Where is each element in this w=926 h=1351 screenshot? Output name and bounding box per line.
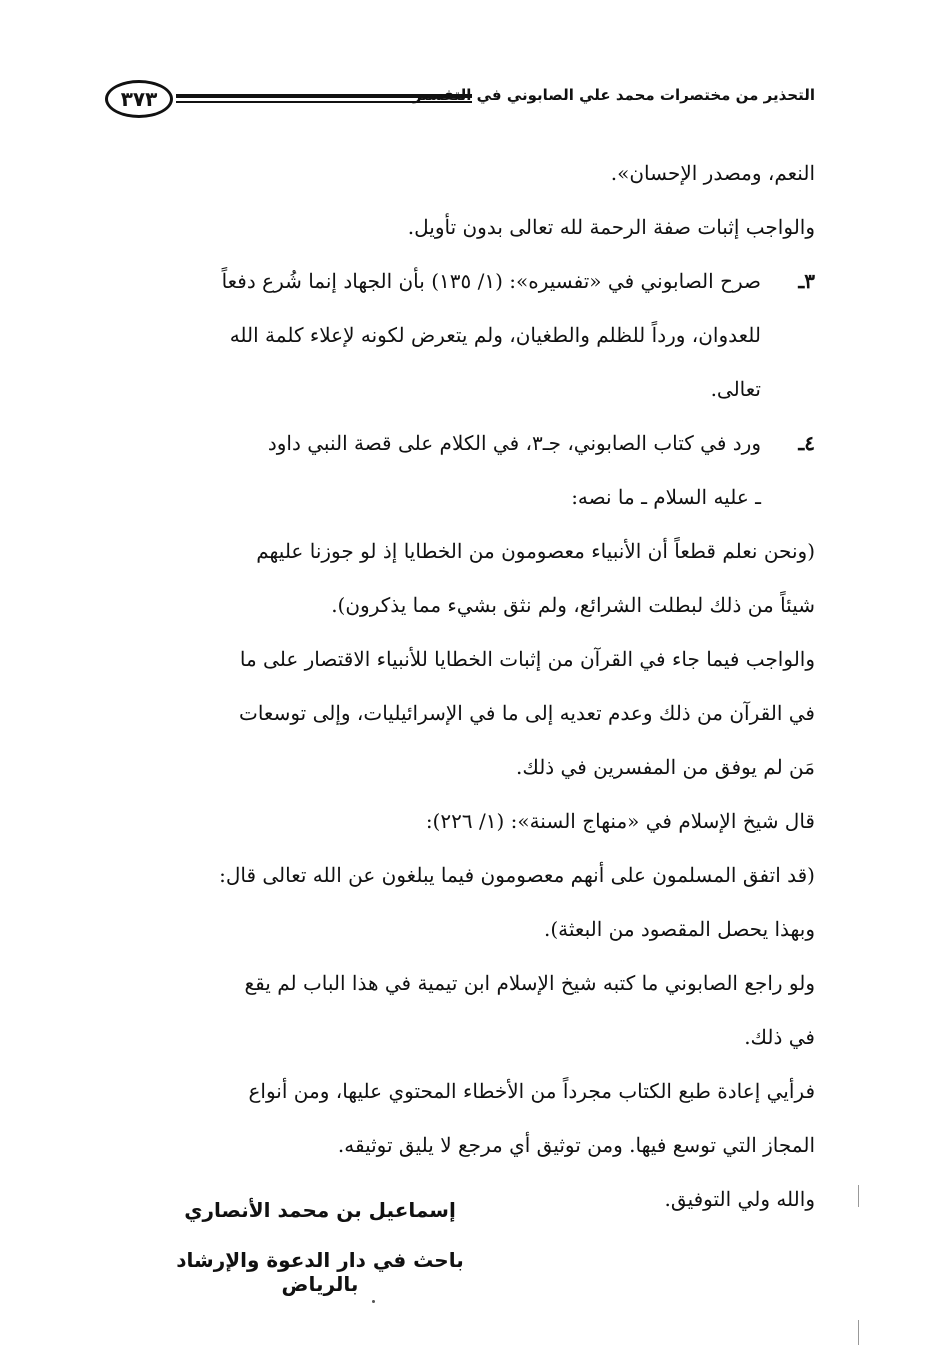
item-number: ٣ـ [798,269,815,293]
quote-line: (قد اتفق المسلمون على أنهم معصومون فيما يبلغون عن الله تعالى قال: [219,863,815,887]
quote-line: (ونحن نعلم قطعاً أن الأنبياء معصومون من الخطايا إذ لو جوزنا عليهم [256,539,815,563]
item-number: ٤ـ [798,431,815,455]
text-line: المجاز التي توسع فيها. ومن توثيق أي مرجع لا يليق توثيقه. [337,1133,815,1157]
running-title: التحذير من مختصرات محمد علي الصابوني في التفسير [412,86,815,104]
page-number: ٣٧٣ [105,80,173,118]
text-line: صرح الصابوني في «تفسيره»: (١/ ١٣٥) بأن الجهاد إنما شُرع دفعاً [221,269,761,293]
quote-line: شيئاً من ذلك لبطلت الشرائع، ولم نثق بشيء مما يذكرون). [331,593,815,617]
closing-line: والله ولي التوفيق. [664,1187,815,1211]
text-line: والواجب إثبات صفة الرحمة لله تعالى بدون تأويل. [407,215,815,239]
text-line: في ذلك. [744,1025,815,1049]
text-line: والواجب فيما جاء في القرآن من إثبات الخطايا للأنبياء الاقتصار على ما [239,647,815,671]
signature-name: إسماعيل بن محمد الأنصاري [184,1198,456,1222]
text-line: تعالى. [710,377,761,401]
scan-margin-mark [858,1185,859,1207]
text-line: ـ عليه السلام ـ ما نصه: [571,485,761,509]
numbered-item-4 [100,416,815,470]
quote-line: وبهذا يحصل المقصود من البعثة). [544,917,815,941]
body-text [100,146,815,1226]
scan-speck [372,1300,375,1303]
text-line: فرأيي إعادة طبع الكتاب مجرداً من الأخطاء المحتوي عليها، ومن أنواع [248,1079,815,1103]
signature-title: باحث في دار الدعوة والإرشاد بالرياض [176,1248,464,1296]
page-header [100,80,815,130]
text-line: مَن لم يوفق من المفسرين في ذلك. [515,755,815,779]
text-line: ورد في كتاب الصابوني، جـ٣، في الكلام على قصة النبي داود [267,431,761,455]
text-line: في القرآن من ذلك وعدم تعديه إلى ما في الإسرائيليات، وإلى توسعات [239,701,815,725]
text-line: للعدوان، ورداً للظلم والطغيان، ولم يتعرض لكونه لإعلاء كلمة الله [229,323,761,347]
numbered-item-3 [100,254,815,308]
scan-margin-mark [858,1320,859,1345]
text-line: النعم، ومصدر الإحسان». [610,161,815,185]
text-line: قال شيخ الإسلام في «منهاج السنة»: (١/ ٢٢٦): [425,809,815,833]
text-line: ولو راجع الصابوني ما كتبه شيخ الإسلام ابن تيمية في هذا الباب لم يقع [244,971,815,995]
